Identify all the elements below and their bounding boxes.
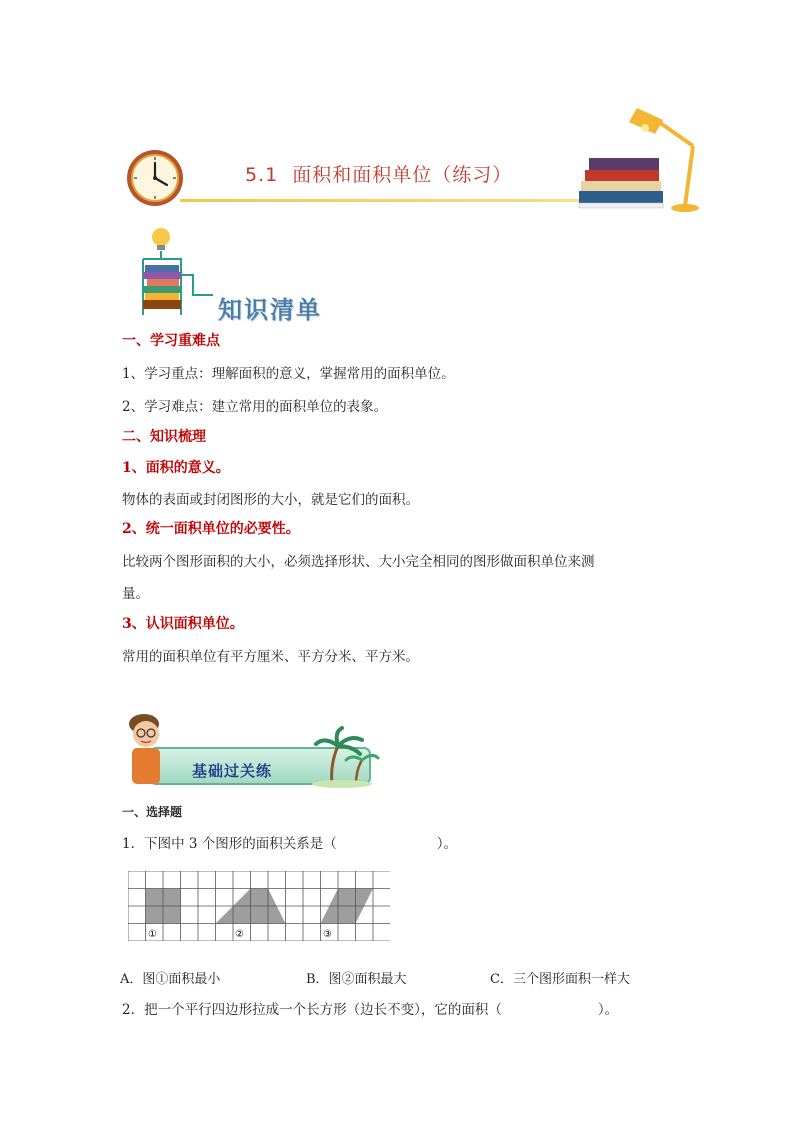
- knowledge-banner-icon: [133, 225, 218, 324]
- point-2-text-line-2: 量。: [122, 586, 149, 602]
- title-text: 面积和面积单位（练习）: [292, 164, 513, 186]
- question-1-option-c[interactable]: C．三个图形面积一样大: [490, 972, 630, 987]
- question-1-option-b[interactable]: B．图②面积最大: [306, 972, 407, 987]
- question-1-figure: [128, 871, 390, 945]
- question-1-prompt: 1．下图中 3 个图形的面积关系是（: [122, 836, 337, 852]
- point-1-text: 物体的表面或封闭图形的大小，就是它们的面积。: [122, 492, 419, 508]
- books-lamp-icon: [575, 100, 710, 219]
- shape-3-label: ③: [323, 929, 332, 940]
- key-point-line-1: 1、学习重点：理解面积的意义，掌握常用的面积单位。: [122, 366, 455, 382]
- point-1-heading: 1、面积的意义。: [122, 460, 230, 476]
- section-heading-key-points: 一、学习重难点: [122, 333, 220, 349]
- question-2-text: [122, 998, 618, 1018]
- section-heading-choice: 一、选择题: [122, 805, 183, 819]
- question-2-close: ）。: [597, 1002, 619, 1018]
- question-1-option-a[interactable]: A．图①面积最小: [120, 972, 221, 987]
- shape-1-label: ①: [148, 929, 157, 940]
- question-1-text: [122, 832, 457, 852]
- practice-banner-title: 基础过关练: [192, 762, 273, 780]
- question-1-close: ）。: [436, 836, 458, 852]
- point-2-text-line-1: 比较两个图形面积的大小，必须选择形状、大小完全相同的图形做面积单位来测: [122, 554, 595, 570]
- clock-icon: [125, 148, 185, 212]
- section-heading-review: 二、知识梳理: [122, 429, 206, 445]
- title-underline: [180, 199, 590, 202]
- shape-2-label: ②: [235, 929, 244, 940]
- point-2-heading: 2、统一面积单位的必要性。: [122, 521, 300, 537]
- knowledge-banner-title: 知识清单: [218, 295, 322, 324]
- question-2-prompt: 2．把一个平行四边形拉成一个长方形（边长不变），它的面积（: [122, 1002, 502, 1018]
- point-3-heading: 3、认识面积单位。: [122, 616, 244, 632]
- point-3-text: 常用的面积单位有平方厘米、平方分米、平方米。: [122, 649, 419, 665]
- page-title: [245, 160, 512, 187]
- title-number: 5.1: [245, 164, 279, 186]
- key-point-line-2: 2、学习难点：建立常用的面积单位的表象。: [122, 399, 388, 415]
